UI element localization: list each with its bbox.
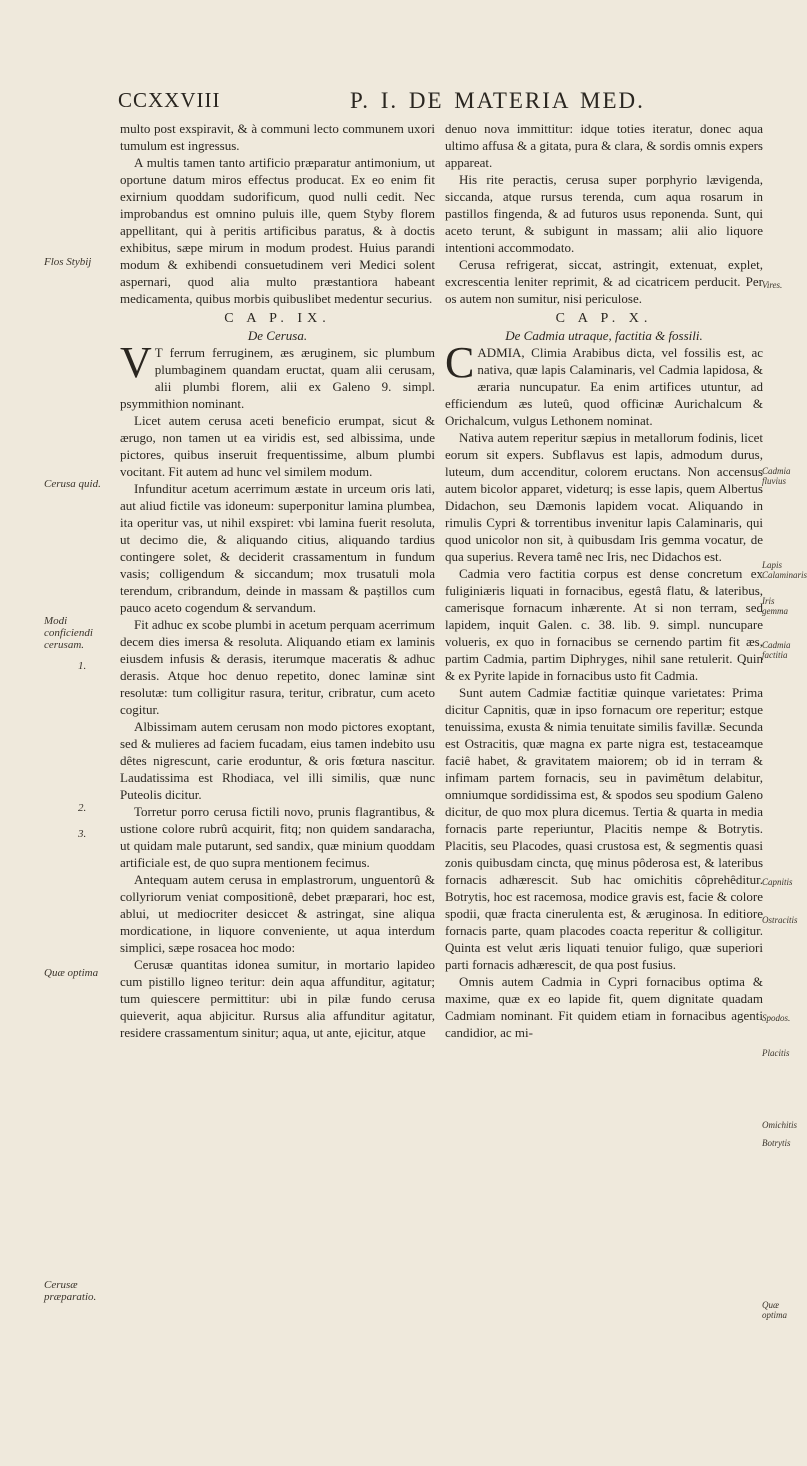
margin-note-quae-optima: Quæ optima xyxy=(44,967,99,979)
running-title: P. I. DE MATERIA MED. xyxy=(350,88,645,113)
right-column xyxy=(445,120,763,1041)
margin-note-spodos: Spodos. xyxy=(762,1013,791,1023)
paragraph: Torretur porro cerusa fictili novo, prunis flagrantibus, & ustione colore rubrû acquirit, fitq; non quidem sandaracha, ut quidam male putarunt, sed sandix, quæ minium quoddam artificiale est, de quo supra mentionem fecimus. xyxy=(120,804,435,870)
paragraph: denuo nova immittitur: idque toties iteratur, donec aqua ultimo affusa & a gitata, pura & clara, & sordis omnis expers appareat. xyxy=(445,121,763,170)
paragraph: Sunt autem Cadmiæ factitiæ quinque varietates: Prima dicitur Capnitis, quæ in ipso fornacum ore reperitur; estque tenuissima, exusta & nimia tenuitate similis favillæ. Secunda est Ostracitis, quæ magna ex parte nigra est, testaceamque faciê habet, & gravitatem maiorem; ob id in terram & infimam partem fornacis, seu in pavimêtum delabitur, omniumque sordidissima est, & spodos seu spodium Galeno dicitur, de quo mox plura dicemus. Tertia & quarta in media fornacis parte reperiuntur, Placitis nempe & Botrytis. Placitis, seu Placodes, quasi crustosa est, & segmentis quasi zonis quibusdam cincta, quę minus pôderosa est, & lateribus fornacis adhærescit. Sub hac omichitis côprehêditur. Botrytis, hoc est racemosa, modice gravis est, facie & colore spodii, quæ fracta cinerulenta est, & æruginosa. In editiore fornacis parte, quam placodes coacta reperitur & colligitur. Quinta est velut æris liquati tenuior fuligo, quæ superiori parti fornacis adhærescit, de qua post fusius. xyxy=(445,685,763,972)
chapter-heading: C A P. X. xyxy=(555,311,653,326)
margin-number: 1. xyxy=(78,660,87,672)
margin-note-placitis: Placitis xyxy=(762,1048,790,1058)
margin-number: 3. xyxy=(78,828,87,840)
paragraph: Infunditur acetum acerrimum æstate in urceum oris lati, aut aliud fictile vas idoneum: superponitur lamina plumbea, ita operitur vas, ut nihil exspiret: vbi lamina fuerit resoluta, ut decimo die, & aliquando citius, aliquando tardius contingere solet, & deciderit crassamentum in fundum vasis; colligendum & siccandum; mox trusatuli mola terendum, cribrandum, deinde in massam & paștillos cum pauco aceto cogendum & servandum. xyxy=(120,481,435,615)
margin-note-flos-stybij: Flos Stybij xyxy=(44,256,92,268)
margin-note-iris-gemma: Iris gemma xyxy=(762,596,788,616)
margin-note-modi-conficiendi: Modi conficiendi cerusam. xyxy=(44,615,93,651)
margin-number: 2. xyxy=(78,802,87,814)
paragraph: Licet autem cerusa aceti beneficio erumpat, sicut & ærugo, non tamen ut ea viridis est, sed albissima, unde pictores, quibus inseruit frequentissime, album plumbi vocitant. Fit autem ad hunc vel similem modum. xyxy=(120,413,435,479)
margin-note-lapis-calaminaris: Lapis Calaminaris xyxy=(762,560,807,580)
paragraph: Cerusa refrigerat, siccat, astringit, extenuat, explet, excrescentia leniter reprimit, & ad cicatricem perducit. Per os autem non sumitur, nisi periculose. xyxy=(445,257,763,306)
margin-note-cerusa-quid: Cerusa quid. xyxy=(44,478,101,490)
drop-cap: V xyxy=(120,338,152,387)
page-header xyxy=(110,88,760,118)
chapter-title: De Cerusa. xyxy=(247,328,308,343)
paragraph xyxy=(445,338,763,429)
paragraph-text: T ferrum ferruginem, æs æruginem, sic plumbum plumbaginem quandam eructat, quam alii cerusam, alii plumbi florem, alii ex Galeno 9. simpl. psymmithion nominant. xyxy=(120,345,435,411)
left-column xyxy=(120,120,435,1041)
margin-note-quae-optima-right: Quæ optima xyxy=(762,1300,788,1320)
paragraph: multo post exspiravit, & à communi lecto communem uxori tumulum est ingressus. xyxy=(120,121,435,153)
paragraph: Fit adhuc ex scobe plumbi in acetum perquam acerrimum decem dies imersa & resoluta. Aliquando etiam ex laminis eiusdem infusis & derasis, iterumque maceratis & adhuc derasis. Atque hoc denuo repetito, donec laminæ sint resolutæ: tum colligitur rasura, teritur, cribratur, cum aceto cogitur. xyxy=(120,617,435,717)
chapter-heading: C A P. IX. xyxy=(224,311,331,326)
chapter-title: De Cadmia utraque, factitia & fossili. xyxy=(505,328,703,343)
paragraph xyxy=(120,338,435,412)
paragraph: Cadmia vero factitia corpus est dense concretum ex fuliginiæris liquati in fornacibus, egestâ flatu, & lateribus, camerisque fornacum inhærente. At si non terram, sed lapidem, inquit Galen. c. 38. lib. 9. simpl. nuncupare volueris, ex quo in fornacibus se cernendo partim fit æs, partim Cadmia, partim Diphryges, nihil sane retulerit. Quin & ex Pyrite lapide in fornacibus usto fit Cadmia. xyxy=(445,566,763,683)
margin-note-vires: Vires. xyxy=(762,280,783,290)
paragraph: Albissimam autem cerusam non modo pictores exoptant, sed & mulieres ad faciem fucadam, eius tamen indebito usu dêtes nigrescunt, carie eroduntur, & oris fœtura nascitur. Laudatissima est Rhodiaca, vel illi similis, quæ nunc Puteolis dicitur. xyxy=(120,719,435,802)
margin-note-botrytis: Botrytis xyxy=(762,1138,791,1148)
paragraph-text: ADMIA, Climia Arabibus dicta, vel fossilis est, ac nativa, quæ lapis Calaminaris, vel Cadmia lapidosa, & æraria nuncupatur. Ea enim artifices utuntur, ad efficiendum æs luteû, quod officinæ Aurichalcum & Orichalcum, vulgus Lethonem nominat. xyxy=(445,345,763,428)
paragraph: Antequam autem cerusa in emplastrorum, unguentorû & collyriorum veniat compositionê, debet præparari, hoc est, ablui, ut mediocriter desiccet & astringat, sine aliqua mordicatione, in liquore conveniente, ut aqua interdum simplici, sæpe rosacea hoc modo: xyxy=(120,872,435,955)
margin-note-cadmia-factitia: Cadmia factitia xyxy=(762,640,791,660)
folio-number: CCXXVIII xyxy=(118,88,221,112)
margin-note-ostracitis: Ostracitis xyxy=(762,915,798,925)
margin-note-omichitis: Omichitis xyxy=(762,1120,797,1130)
paragraph: His rite peractis, cerusa super porphyrio lævigenda, siccanda, atque rursus terenda, cum aqua rosarum in pastillos fingenda, & ad futuros usus reponenda. Sunt, qui aceto terunt, & subigunt in massam; alii alio liquore intentioni accommodato. xyxy=(445,172,763,255)
paragraph: Nativa autem reperitur sæpius in metallorum fodinis, licet eorum sit expers. Subflavus est lapis, admodum durus, luteum, dum accenditur, colorem eructans. Non accensus autem bicolor apparet, videturq; is esse lapis, quem Albertus Didachon, seu Dæmonis lapidem vocat. Aliquando in rimulis Cypri & torrentibus invenitur lapis Calaminaris, qui quod unicolor non sit, à quibusdam Iris gemma vocatur, de qua superius. Revera tamê nec Iris, nec Didachos est. xyxy=(445,430,763,564)
paragraph: Omnis autem Cadmia in Cypri fornacibus optima & maxime, quæ ex eo lapide fit, quem dignitate quadam Cadmiam nominant. Fit quidem etiam in fornacibus agenti candidior, ac mi- xyxy=(445,974,763,1040)
paragraph: Cerusæ quantitas idonea sumitur, in mortario lapideo cum pistillo ligneo teritur: dein aqua affunditur, agitatur; tum quiescere permittitur: ubi in pilæ fundo cerusa quieverit, aqua abjicitur. Rursus alia affunditur agitatur, residere crassamentum sinitur; aqua, ut ante, ejicitur, atque xyxy=(120,957,435,1040)
margin-note-cadmia-fluvius: Cadmia fluvius xyxy=(762,466,791,486)
margin-note-capnitis: Capnitis xyxy=(762,877,793,887)
margin-note-cerusae-praeparatio: Cerusæ præparatio. xyxy=(44,1279,97,1303)
paragraph: A multis tamen tanto artificio præparatur antimonium, ut oportune datum miros effectus producat. Ex eo enim fit exirnium quoddam sudorificum, quod nulli cedit. Nec improbandus est omnino puluis ille, quem Styby florem appellitant, qui à peritis artificibus paratus, & à doctis exhibitus, sæpe mirum in modum prodest. Huius parandi modum & exhibendi consuetudinem veri Medici solent aspernari, quod alia multo præstantiora habeant medicamenta, quibus morbis quibuslibet medentur securius. xyxy=(120,155,435,306)
drop-cap: C xyxy=(445,338,475,387)
